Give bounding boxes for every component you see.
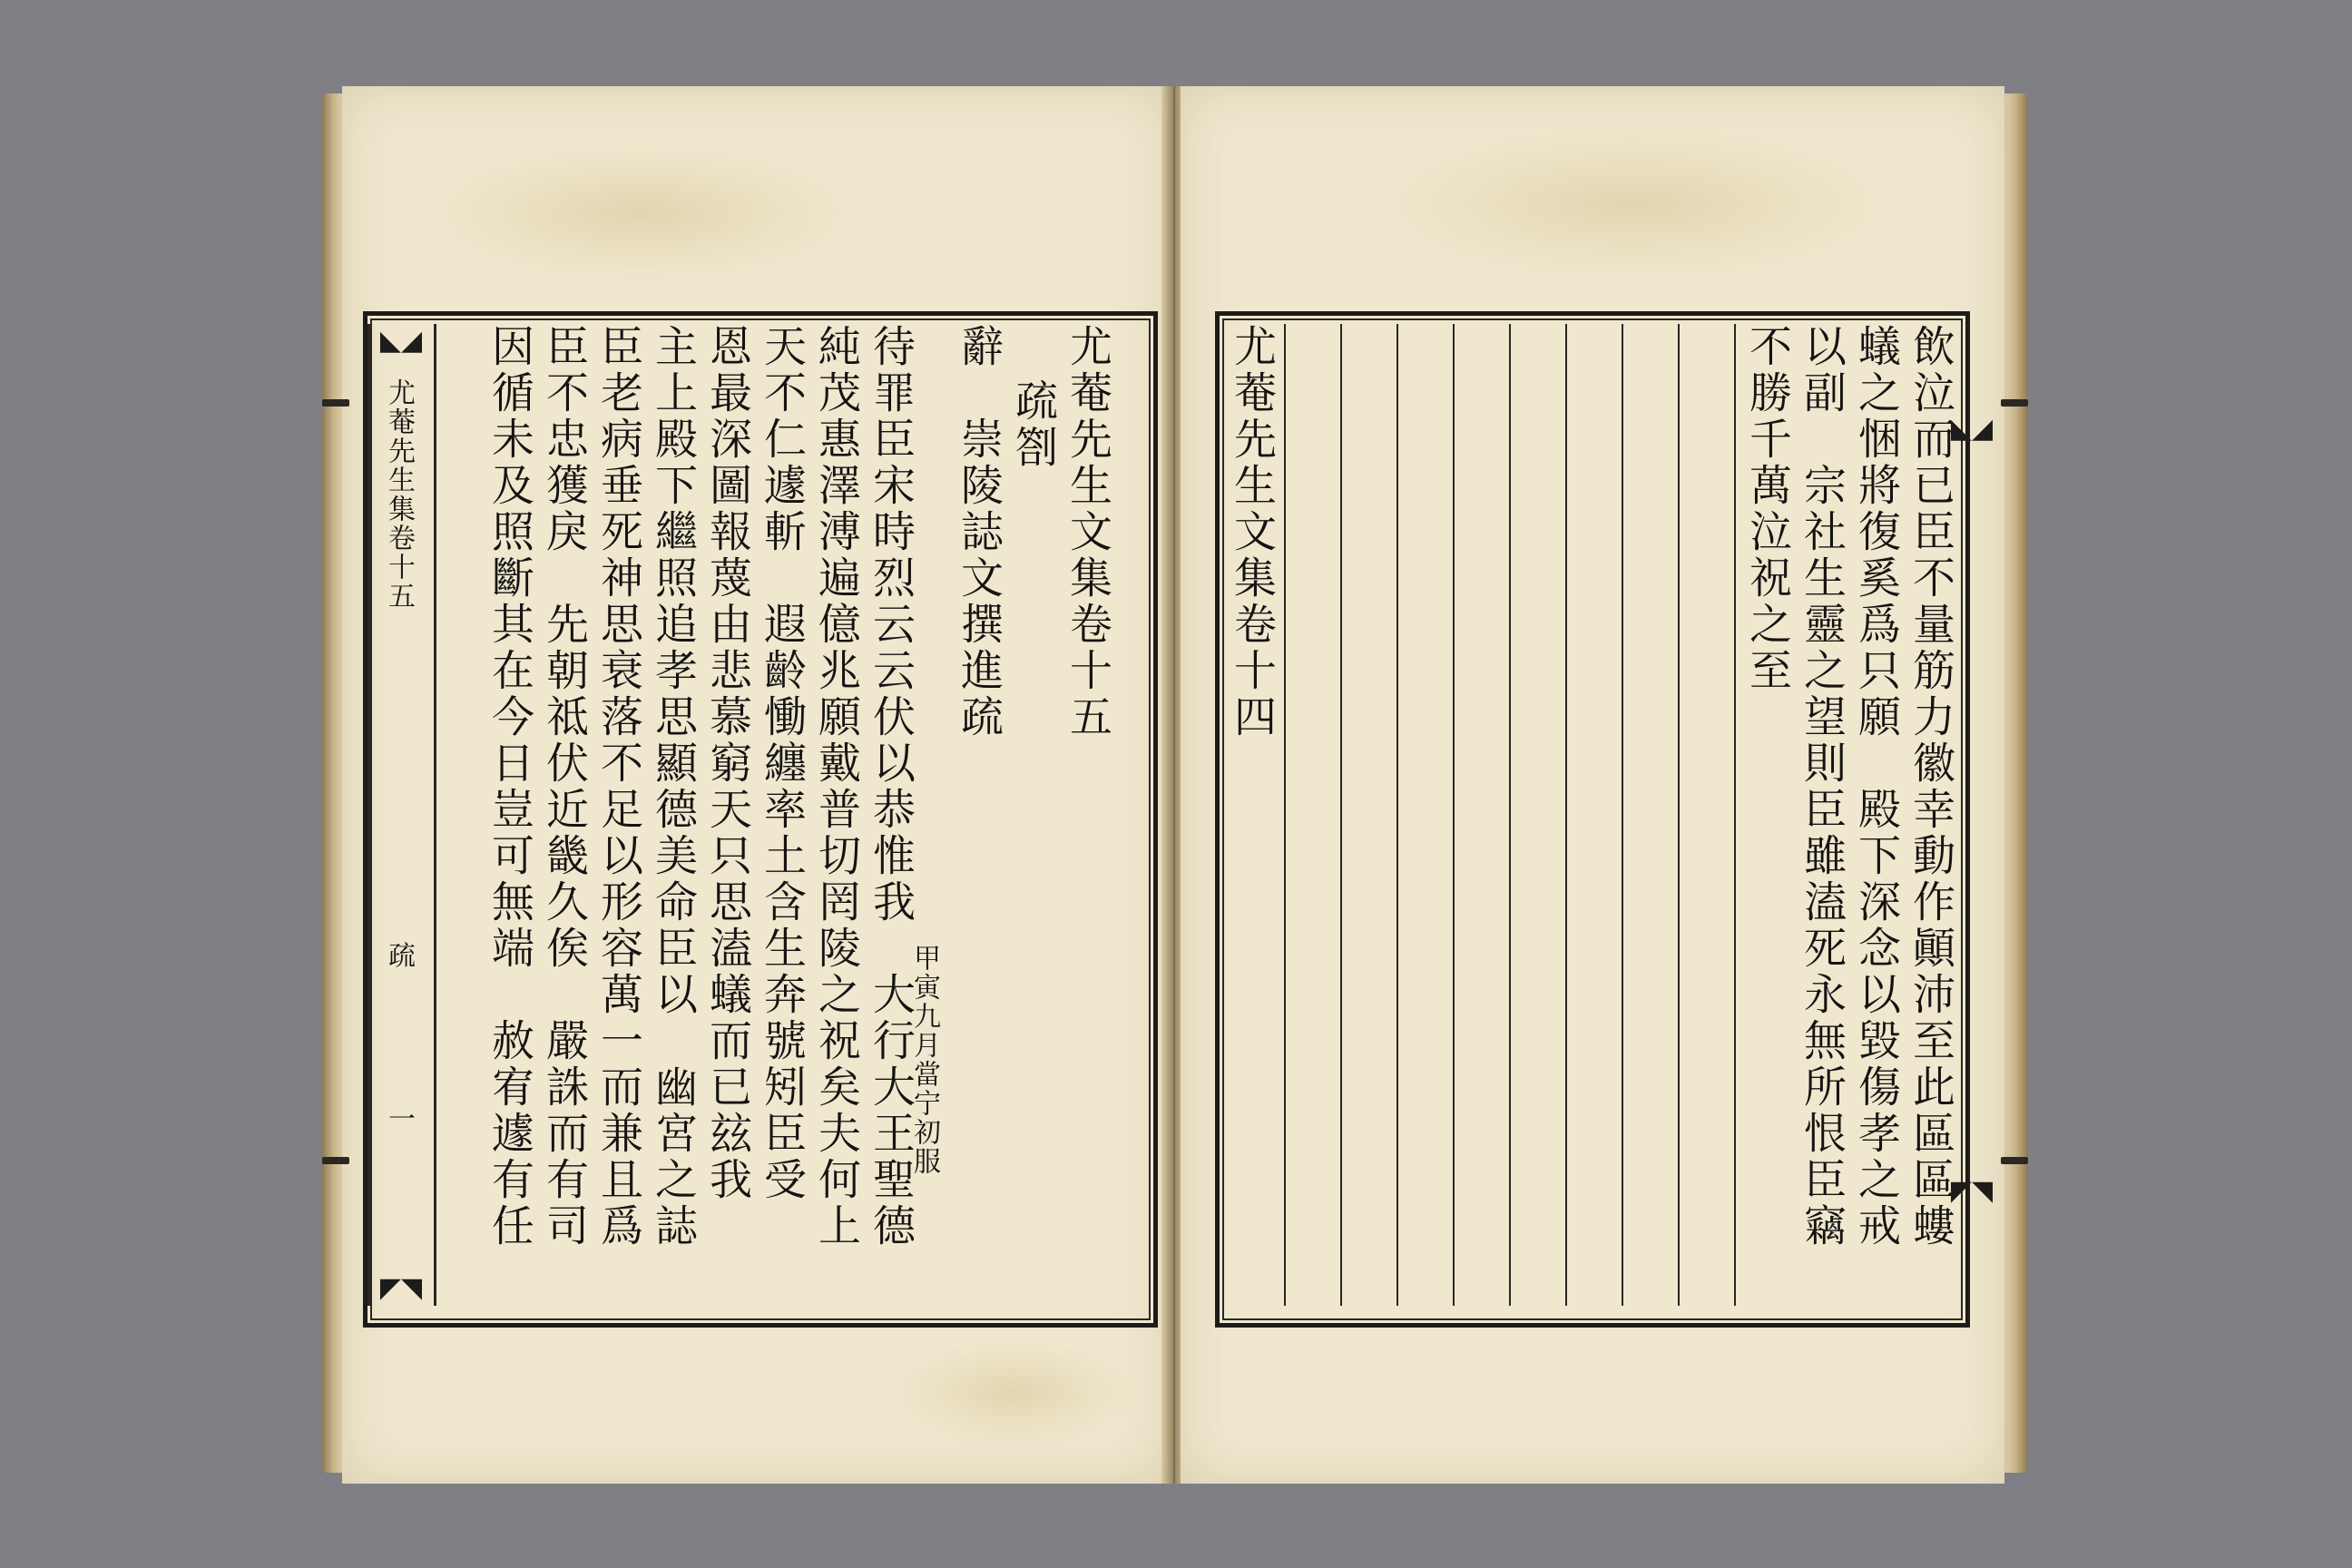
section-label: 疏劄 (1008, 378, 1058, 471)
column-rule (1284, 324, 1286, 1306)
open-book (322, 86, 2028, 1484)
text-column: 臣不忠獲戾 先朝祗伏近畿久俟 嚴誅而有司 (539, 324, 589, 1250)
paper-stain (887, 1338, 1141, 1447)
binding-stitch (322, 399, 349, 407)
column-rule (1622, 324, 1623, 1306)
right-page (1181, 86, 2004, 1484)
column-rule (1396, 324, 1398, 1306)
fishtail-bottom-icon: ◤◥ (379, 1271, 423, 1304)
text-column: 主上殿下繼照追孝思顯德美命臣以 幽宮之誌 (648, 324, 698, 1250)
memorial-title: 辭 崇陵誌文撰進疏 (954, 324, 1004, 740)
paper-stain (415, 141, 868, 286)
text-column: 因循未及照斷其在今日豈可無端 赦宥遽有任 (485, 324, 534, 1250)
volume-title: 尤菴先生文集卷十五 (1063, 324, 1112, 740)
fishtail-top-icon: ◣◢ (379, 324, 423, 357)
text-column: 飲泣而已臣不量筋力徽幸動作顚沛至此區區螻 (1906, 324, 1955, 1250)
column-rule (1678, 324, 1680, 1306)
text-column: 待罪臣宋時烈云云伏以恭惟我 大行大王聖德 (866, 324, 916, 1250)
text-column: 以副 宗社生靈之望則臣雖溘死永無所恨臣竊 (1797, 324, 1847, 1250)
fold-center (368, 324, 436, 1306)
left-page (342, 86, 1170, 1484)
column-rule (1509, 324, 1511, 1306)
text-column: 恩最深圖報蔑由悲慕窮天只思溘蟻而已玆我 (702, 324, 752, 1203)
fold-section: 疏 (383, 941, 415, 970)
paper-stain (1362, 122, 1906, 286)
fishtail-top-icon: ◣◢ (1950, 412, 1994, 445)
column-rule (1340, 324, 1342, 1306)
date-note: 甲寅九月當宁初服 (908, 944, 940, 1176)
binding-stitch (2001, 1157, 2028, 1164)
binding-stitch (322, 1157, 349, 1164)
section-heading (1009, 324, 1056, 471)
text-column: 天不仁遽斬 遐齡慟纏率土含生奔號矧臣受 (757, 324, 807, 1203)
text-column: 不勝千萬泣祝之至 (1742, 324, 1792, 694)
fishtail-bottom-icon: ◤◥ (1950, 1174, 1994, 1207)
column-rule (1453, 324, 1455, 1306)
column-rule (1565, 324, 1567, 1306)
column-rule (1734, 324, 1736, 1306)
text-column: 純茂惠澤溥遍億兆願戴普切罔陵之祝矣夫何上 (811, 324, 861, 1250)
fold-page-number: 一 (383, 1104, 415, 1133)
closing-volume-title: 尤菴先生文集卷十四 (1227, 324, 1277, 740)
text-column: 臣老病垂死神思衰落不足以形容萬一而兼且爲 (593, 324, 643, 1250)
binding-stitch (2001, 399, 2028, 407)
text-column: 蟻之悃將復奚爲只願 殿下深念以毀傷孝之戒 (1851, 324, 1901, 1250)
fold-title: 尤菴先生集卷十五 (383, 378, 415, 611)
